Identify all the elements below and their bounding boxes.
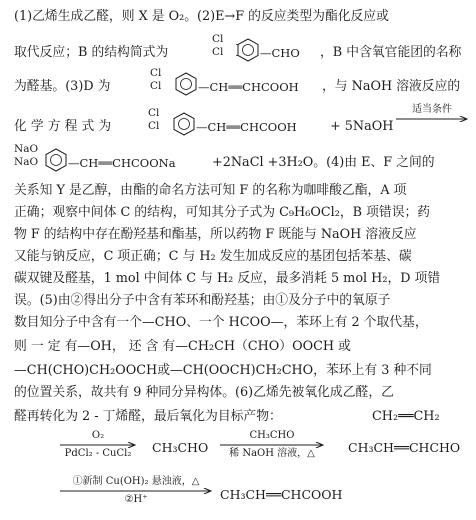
- structure-product: [14, 142, 234, 182]
- text-line-11: [14, 290, 462, 312]
- structure-d-chain: —CH══CHCOOH: [198, 80, 299, 94]
- structure-reactant-chain: —CH══CHCOOH: [196, 120, 297, 134]
- text-line-3b: ，与 NaOH 溶液反应的: [322, 79, 461, 94]
- text-line-13: [14, 336, 462, 358]
- text-line-7: [14, 202, 462, 224]
- synthesis-arrow-3: [60, 476, 212, 506]
- text-line-10-content: 碳双键及醛基，1 mol 中间体 C 与 H₂ 反应，最多消耗 5 mol H₂，D 项错: [14, 271, 441, 286]
- text-line-12: [14, 312, 462, 334]
- text-line-10: [14, 268, 462, 290]
- synthesis-arrow-1-top: O₂: [91, 430, 105, 441]
- text-line-12-content: 数目知分子中含有一个—CHO、一个 HCOO—，苯环上有 2 个取代基，: [14, 315, 428, 330]
- text-line-8-content: 物 F 的结构中存在酚羟基和酯基，所以药物 F 既能与 NaOH 溶液反应: [14, 227, 417, 242]
- text-line-1: [14, 6, 462, 28]
- structure-reactant: [148, 106, 328, 146]
- text-line-15-content: 的位置关系，故共有 9 种同分异构体。(6)乙烯先被氧化成乙醛，乙: [14, 385, 394, 400]
- text-line-2a: 取代反应；B 的结构简式为: [14, 45, 169, 60]
- synthesis-arrow-2: [220, 430, 324, 460]
- structure-b-chain: —CHO: [260, 46, 300, 60]
- structure-product-ona-2: NaO: [14, 156, 39, 168]
- synthesis-arrow-2-bottom: 稀 NaOH 溶液，△: [229, 448, 315, 459]
- structure-d-cl-1: Cl: [150, 67, 162, 79]
- product-acetaldehyde: CH₃CHO: [152, 440, 209, 455]
- text-line-16a: 醛再转化为 2 - 丁烯醛，最后氧化为目标产物：: [14, 409, 282, 424]
- benzene-ring-icon: [174, 72, 198, 96]
- structure-product-chain: —CH══CHCOONa: [68, 156, 176, 170]
- structure-reactant-cl-2: Cl: [148, 120, 160, 132]
- product-butenal: CH₃CH══CHCHO: [348, 440, 461, 455]
- structure-d-cl-2: Cl: [150, 80, 162, 92]
- text-line-4b: + 5NaOH: [330, 119, 394, 134]
- benzene-ring-icon: [236, 38, 260, 62]
- arrow-right-icon: [60, 442, 136, 448]
- synthesis-arrow-1: [60, 430, 136, 460]
- text-line-16b: CH₂══CH₂: [372, 409, 440, 424]
- structure-reactant-cl-1: Cl: [148, 107, 160, 119]
- arrow-right-icon: [220, 442, 324, 448]
- synthesis-arrow-3-bottom: ②H⁺: [124, 494, 148, 505]
- text-line-13-content: 则 一 定 有—OH， 还 含 有—CH₂CH（CHO）OOCH 或: [14, 339, 351, 354]
- text-line-14-content: —CH(CHO)CH₂OOCH或—CH(OOCH)CH₂CHO，苯环上有 3 种不同: [14, 363, 432, 378]
- text-line-6: [14, 180, 462, 202]
- structure-b-cl-1: Cl: [212, 33, 224, 45]
- text-line-3a: 为醛基。(3)D 为: [14, 79, 111, 94]
- text-line-7-content: 正确；观察中间体 C 的结构，可知其分子式为 C₉H₆OCl₂，B 项错误；药: [14, 205, 431, 220]
- text-line-4a: 化 学 方 程 式 为: [14, 119, 112, 134]
- product-butenoic-acid: CH₃CH══CHCOOH: [220, 487, 343, 502]
- structure-b-cl-2: Cl: [212, 46, 224, 58]
- synthesis-arrow-2-top: CH₃CHO: [249, 430, 295, 441]
- text-line-8: [14, 224, 462, 246]
- structure-d: [150, 66, 330, 106]
- reaction-arrow-condition: [396, 104, 468, 122]
- text-line-9-content: 又能与钠反应，C 项正确；C 与 H₂ 发生加成反应的基团包括苯基、碳: [14, 249, 412, 264]
- text-line-14: [14, 360, 462, 382]
- synthesis-arrow-1-bottom: PdCl₂ - CuCl₂: [64, 448, 132, 459]
- synthesis-arrow-3-top: ①新制 Cu(OH)₂ 悬浊液，△: [72, 476, 200, 487]
- text-line-5: +2NaCl +3H₂O。(4)由 E、F 之间的: [212, 155, 435, 170]
- text-line-2b: ，B 中含氧官能团的名称: [320, 45, 462, 60]
- text-line-1-content: (1)乙烯生成乙醛，则 X 是 O₂。(2)E→F 的反应类型为酯化反应或: [14, 9, 389, 24]
- text-line-15: [14, 382, 462, 404]
- text-line-11-content: 误。(5)由②得出分子中含有苯环和酚羟基；由①及分子中的氧原子: [14, 293, 391, 308]
- arrow-condition-label: 适当条件: [412, 104, 452, 115]
- text-line-6-content: 关系知 Y 是乙醇，由酯的命名方法可知 F 的名称为咖啡酸乙酯，A 项: [14, 183, 407, 198]
- arrow-right-icon: [60, 488, 212, 494]
- structure-product-ona-1: NaO: [14, 143, 39, 155]
- benzene-ring-icon: [172, 112, 196, 136]
- text-line-9: [14, 246, 462, 268]
- arrow-right-icon: [396, 116, 468, 122]
- benzene-ring-icon: [44, 148, 68, 172]
